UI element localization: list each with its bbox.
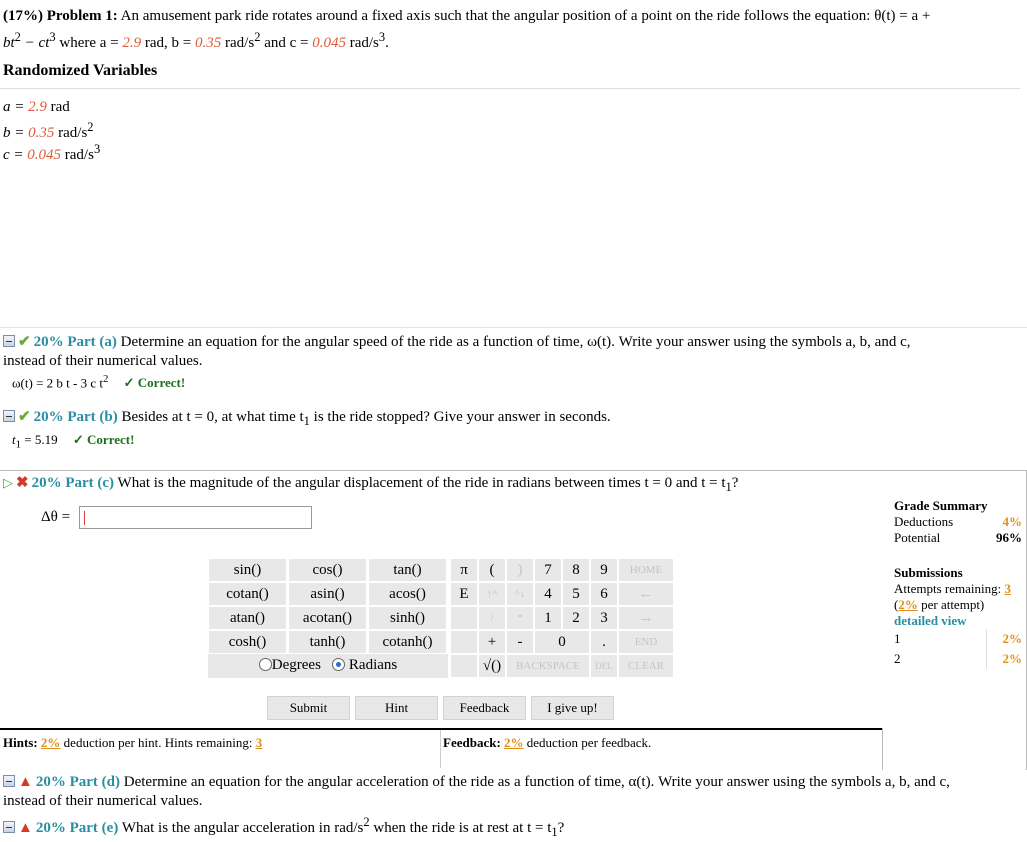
incorrect-icon: ✖ (16, 475, 29, 491)
hint-button[interactable]: Hint (355, 696, 438, 720)
deductions-value: 4% (1002, 514, 1022, 529)
divider (0, 728, 883, 730)
problem-label: Problem 1: (46, 8, 118, 24)
key-blank (450, 630, 478, 654)
key-sin[interactable]: sin() (208, 558, 287, 582)
key-6[interactable]: 6 (590, 582, 618, 606)
key-plus[interactable]: + (478, 630, 506, 654)
feedback-deduction: 2% (504, 735, 524, 750)
variable-row-b: b = 0.35 rad/$s^2$ (3, 120, 94, 141)
part-a-label: 20% Part (a) (33, 334, 117, 350)
key-0[interactable]: 0 (534, 630, 590, 654)
part-d-header: ▲ 20% Part (d) Determine an equation for the angular acceleration of the ride as a function of time, α(t). Write your answer using the symbols a, b, and c, instead of their numerical values. (3, 774, 950, 809)
grade-summary-title: Grade Summary (894, 498, 988, 513)
var-c-value: 0.045 (312, 35, 346, 51)
key-end[interactable]: END (618, 630, 674, 654)
key-minus[interactable]: - (506, 630, 534, 654)
divider (0, 88, 1020, 89)
key-blank (450, 654, 478, 678)
problem-weight: (17%) (3, 8, 43, 24)
submissions-title: Submissions (894, 565, 963, 580)
part-b-label: 20% Part (b) (33, 409, 118, 425)
key-4[interactable]: 4 (534, 582, 562, 606)
key-pi[interactable]: π (450, 558, 478, 582)
key-multiply[interactable]: * (506, 606, 534, 630)
give-up-button[interactable]: I give up! (531, 696, 614, 720)
angle-mode-selector: Degrees Radians (208, 654, 448, 678)
part-c-label: 20% Part (c) (31, 475, 115, 491)
part-b-header: ✔ 20% Part (b) Besides at t = 0, at what time $t_1$ is the ride stopped? Give your answer in seconds. (3, 408, 1023, 431)
part-d-label: 20% Part (d) (35, 774, 121, 790)
submission-row: 1 2% (894, 629, 1022, 649)
submission-row: 2 2% (894, 649, 1022, 669)
key-blank (450, 606, 478, 630)
answer-input[interactable] (79, 506, 312, 529)
var-b-value: 0.35 (195, 35, 222, 51)
key-7[interactable]: 7 (534, 558, 562, 582)
correct-badge: ✓ Correct! (72, 432, 135, 447)
key-sqrt[interactable]: √() (478, 654, 506, 678)
submissions-panel: Submissions Attempts remaining: 3 (2% per attempt) detailed view 1 2% 2 2% (894, 565, 1022, 669)
key-atan[interactable]: atan() (208, 606, 287, 630)
key-cos[interactable]: cos() (288, 558, 367, 582)
collapse-icon[interactable] (3, 821, 15, 833)
key-cosh[interactable]: cosh() (208, 630, 287, 654)
checkmark-icon: ✔ (18, 334, 31, 350)
warning-icon: ▲ (18, 820, 33, 836)
part-a-answer: ω(t) = 2 b t - 3 c $t^2$ ✓ Correct! (12, 373, 186, 391)
key-clear[interactable]: CLEAR (618, 654, 674, 678)
collapse-icon[interactable] (3, 775, 15, 787)
hint-deduction: 2% (40, 735, 61, 750)
part-a-header: ✔ 20% Part (a) Determine an equation for the angular speed of the ride as a function of time, ω(t). Write your answer using the symbols a, b, and c, instead of their numerical values. (3, 334, 911, 369)
degrees-radio[interactable] (259, 658, 272, 671)
key-decimal[interactable]: . (590, 630, 618, 654)
problem-text: An amusement park ride rotates around a fixed axis such that the angular position of a point on the ride follows the equation: θ(t) = a + (120, 8, 931, 24)
key-1[interactable]: 1 (534, 606, 562, 630)
key-delete[interactable]: DEL (590, 654, 618, 678)
correct-badge: ✓ Correct! (123, 375, 186, 391)
key-asin[interactable]: asin() (288, 582, 367, 606)
hints-remaining: 3 (255, 735, 263, 750)
key-acotan[interactable]: acotan() (288, 606, 367, 630)
warning-icon: ▲ (18, 774, 33, 790)
checkmark-icon: ✔ (18, 409, 31, 425)
key-rparen[interactable]: ) (506, 558, 534, 582)
key-divide[interactable]: / (478, 606, 506, 630)
potential-value: 96% (996, 530, 1022, 545)
key-8[interactable]: 8 (562, 558, 590, 582)
key-cotan[interactable]: cotan() (208, 582, 287, 606)
radians-radio[interactable] (332, 658, 345, 671)
feedback-info: Feedback: 2% deduction per feedback. (443, 735, 652, 750)
randomized-variables-title: Randomized Variables (3, 62, 158, 79)
var-a-value: 2.9 (122, 35, 142, 51)
key-backspace[interactable]: BACKSPACE (506, 654, 590, 678)
key-left-arrow[interactable]: ← (618, 582, 674, 606)
attempts-remaining: 3 (1004, 581, 1011, 596)
key-home[interactable]: HOME (618, 558, 674, 582)
key-e[interactable]: E (450, 582, 478, 606)
divider (440, 730, 441, 768)
calculator-keypad (208, 558, 674, 678)
key-tan[interactable]: tan() (368, 558, 447, 582)
part-e-header: ▲ 20% Part (e) What is the angular acceleration in rad/$s^2$ when the ride is at rest at $t = t_1$? (3, 813, 1023, 842)
key-superscript[interactable]: ↑^ (478, 582, 506, 606)
key-sinh[interactable]: sinh() (368, 606, 447, 630)
divider (0, 327, 1027, 328)
variable-row-c: c = 0.045 rad/$s^3$ (3, 142, 101, 163)
key-tanh[interactable]: tanh() (288, 630, 367, 654)
key-right-arrow[interactable]: → (618, 606, 674, 630)
collapse-icon[interactable] (3, 410, 15, 422)
feedback-button[interactable]: Feedback (443, 696, 526, 720)
part-a-text: Determine an equation for the angular speed of the ride as a function of time, ω(t). Write your answer using the symbols a, b, and c, (120, 334, 911, 350)
detailed-view-link[interactable]: detailed view (894, 613, 967, 628)
key-2[interactable]: 2 (562, 606, 590, 630)
collapse-icon[interactable] (3, 335, 15, 347)
play-icon: ▷ (3, 475, 13, 490)
problem-statement: (17%) Problem 1: An amusement park ride rotates around a fixed axis such that the angular position of a point on the ride follows the equation: θ(t) = a + $bt^2 - ct^3$ where a = 2.9 rad, b = 0.35 rad/$s^2$ and c = 0.045 rad/$s^3$. (3, 8, 931, 51)
divider (882, 728, 883, 770)
key-acos[interactable]: acos() (368, 582, 447, 606)
key-5[interactable]: 5 (562, 582, 590, 606)
grade-summary: Grade Summary Deductions 4% Potential 96% (894, 498, 1022, 545)
submit-button[interactable]: Submit (267, 696, 350, 720)
part-c-header: ▷ ✖ 20% Part (c) What is the magnitude of the angular displacement of the ride in radians between times t = 0 and $t = t_1$? (3, 475, 739, 494)
key-subscript[interactable]: ^↓ (506, 582, 534, 606)
key-3[interactable]: 3 (590, 606, 618, 630)
key-cotanh[interactable]: cotanh() (368, 630, 447, 654)
delta-theta-label: Δθ = (41, 509, 71, 525)
part-e-label: 20% Part (e) (35, 820, 119, 836)
variable-row-a: a = 2.9 rad (3, 99, 70, 115)
key-9[interactable]: 9 (590, 558, 618, 582)
part-b-answer: $t_1 = 5.19$ ✓ Correct! (12, 432, 135, 451)
key-lparen[interactable]: ( (478, 558, 506, 582)
hints-info: Hints: 2% deduction per hint. Hints remaining: 3 (3, 735, 263, 750)
